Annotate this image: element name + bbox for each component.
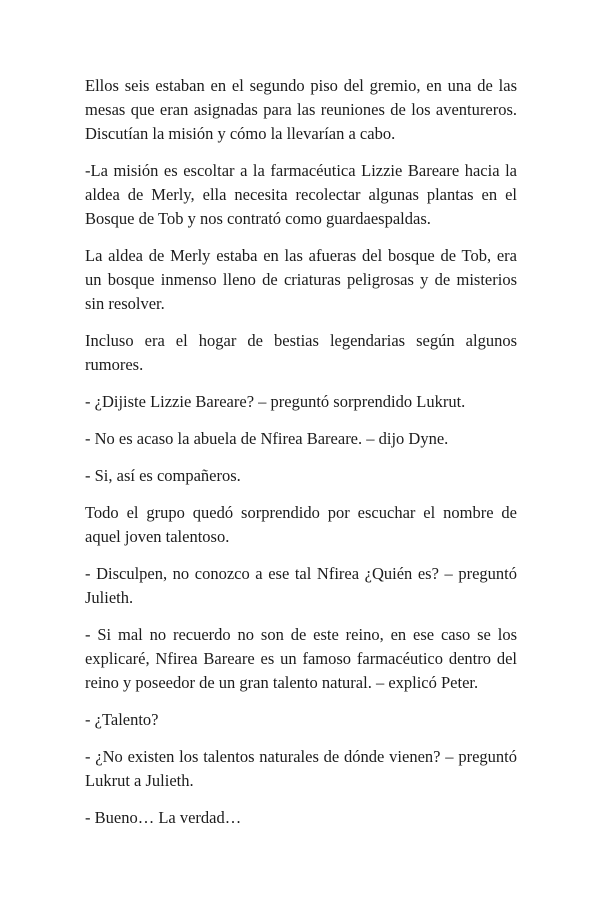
dialogue-line-confirm: - Si, así es compañeros.: [85, 466, 241, 485]
paragraph-3: La aldea de Merly estaba en las afueras del bosque de Tob, era un bosque inmenso lleno de criaturas peligrosas y de misterios sin resolver.: [85, 246, 517, 313]
dialogue-line-lukrut: - ¿Dijiste Lizzie Bareare? – preguntó sorprendido Lukrut.: [85, 392, 466, 411]
dialogue-line-bueno: - Bueno… La verdad…: [85, 808, 242, 827]
dialogue-line-peter: - Si mal no recuerdo no son de este reino, en ese caso se los explicaré, Nfirea Bareare es un famoso farmacéutico dentro del reino y poseedor de un gran talento natural. – explicó Peter.: [85, 625, 517, 692]
dialogue-line-julieth: - Disculpen, no conozco a ese tal Nfirea ¿Quién es? – preguntó Julieth.: [85, 564, 517, 607]
paragraph-4: Incluso era el hogar de bestias legendarias según algunos rumores.: [85, 331, 517, 374]
paragraph-1: Ellos seis estaban en el segundo piso del gremio, en una de las mesas que eran asignadas para las reuniones de los aventureros. Discutían la misión y cómo la llevarían a cabo.: [85, 76, 517, 143]
paragraph-2: -La misión es escoltar a la farmacéutica Lizzie Bareare hacia la aldea de Merly, ella necesita recolectar algunas plantas en el Bosque de Tob y nos contrató como guardaespaldas.: [85, 161, 517, 228]
dialogue-line-lukrut-question: - ¿No existen los talentos naturales de dónde vienen? – preguntó Lukrut a Julieth.: [85, 747, 517, 790]
paragraph-group-surprised: Todo el grupo quedó sorprendido por escuchar el nombre de aquel joven talentoso.: [85, 503, 517, 546]
dialogue-line-talento: - ¿Talento?: [85, 710, 159, 729]
dialogue-line-dyne: - No es acaso la abuela de Nfirea Bareare. – dijo Dyne.: [85, 429, 449, 448]
